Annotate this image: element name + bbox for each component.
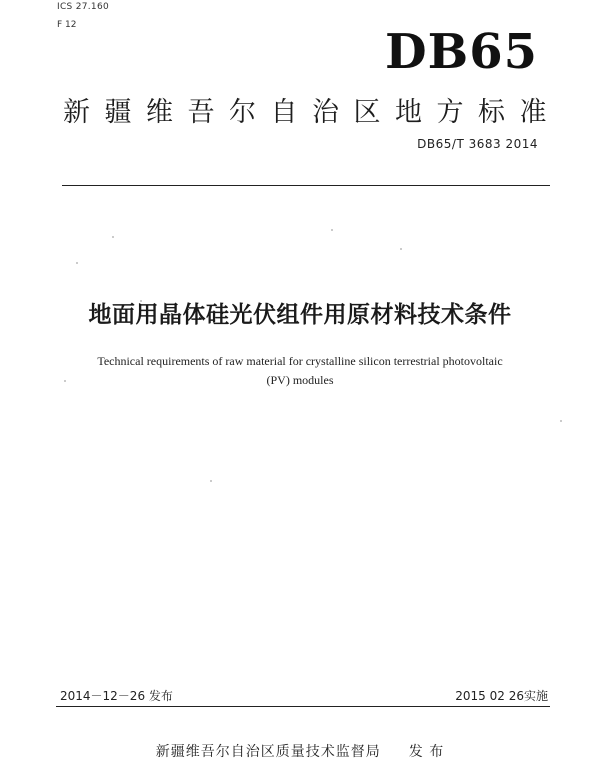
scan-speck [331, 229, 333, 231]
ccs-code: F 12 [57, 20, 77, 30]
scan-speck [140, 300, 142, 302]
document-number: DB65/T 3683 2014 [417, 137, 538, 151]
document-title-cn: 地面用晶体硅光伏组件用原材料技术条件 [88, 302, 512, 328]
standard-type-title: 新疆维吾尔自治区地方标准 [63, 97, 561, 128]
footer-divider [56, 706, 550, 707]
issuer-name: 新疆维吾尔自治区质量技术监督局 [155, 744, 381, 760]
issue-date: 2014－12－26 发布 [60, 689, 173, 703]
header-divider [62, 185, 550, 186]
scan-speck [400, 248, 402, 250]
scan-speck [210, 480, 212, 482]
document-title-en-line2: (PV) modules [266, 373, 334, 387]
effective-date: 2015 02 26实施 [455, 689, 548, 703]
standard-brand-logo: DB65 [385, 24, 538, 80]
scan-speck [64, 380, 66, 382]
ics-code: ICS 27.160 [57, 2, 110, 12]
document-title-en [50, 352, 550, 390]
scan-speck [112, 236, 114, 238]
document-title-en-line1: Technical requirements of raw material for crystalline silicon terrestrial photovoltaic [97, 354, 503, 368]
scan-speck [76, 262, 78, 264]
issue-word: 发 布 [408, 744, 445, 760]
issuing-authority [0, 741, 600, 761]
scan-speck [560, 420, 562, 422]
